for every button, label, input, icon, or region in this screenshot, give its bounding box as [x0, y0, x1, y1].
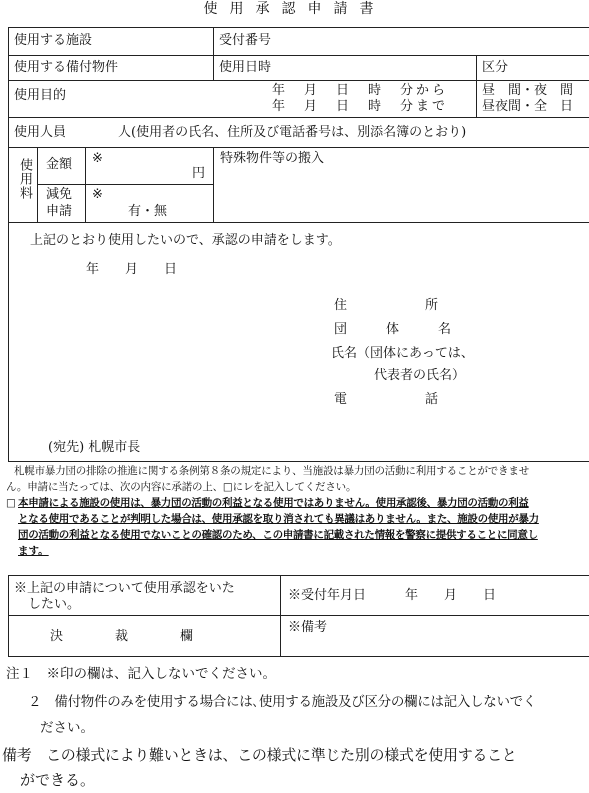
- approval-text-2: したい。: [28, 597, 81, 612]
- remarks-label: ※備考: [288, 620, 328, 635]
- addressee: (宛先) 札幌市長: [48, 440, 141, 455]
- datetime-label: 使用日時: [219, 60, 272, 75]
- reduction-mark: ※: [92, 187, 103, 202]
- application-date: 年 月 日: [86, 262, 178, 277]
- applicant-address: 住 所: [334, 298, 439, 313]
- remark-line-2: ができる。: [20, 771, 96, 789]
- consent-text-2: となる使用であることが判明した場合は、使用承認を取り消されても異議はありません。また、施設の使用が暴力: [18, 513, 539, 525]
- decision-column: 決 裁 欄: [50, 629, 194, 644]
- note-2-line-2: ださい。: [40, 720, 94, 736]
- category-label: 区分: [482, 60, 509, 75]
- fee-amount-label: 金額: [46, 157, 73, 172]
- fee-yen: 円: [192, 166, 206, 181]
- purpose-label: 使用目的: [14, 88, 67, 103]
- fee-mark: ※: [92, 151, 103, 166]
- approval-text-1: ※上記の申請について使用承認をいた: [14, 581, 235, 596]
- equipment-label: 使用する備付物件: [14, 60, 119, 75]
- time-slot-1: 昼 間・夜 間: [482, 83, 574, 98]
- users-note: 人(使用者の氏名、住所及び電話番号は、別添名簿のとおり): [118, 125, 467, 140]
- note-1: 注１ ※印の欄は、記入しないでください。: [6, 666, 276, 682]
- receipt-number-label: 受付番号: [219, 33, 272, 48]
- reduction-yes-no: 有・無: [128, 204, 168, 219]
- fee-label: 使用料: [17, 158, 32, 200]
- date-to: 年 月 日 時 分まで: [272, 99, 449, 114]
- applicant-name-1: 氏名（団体にあっては、: [331, 346, 474, 361]
- facility-label: 使用する施設: [14, 33, 93, 48]
- consent-text-1: 本申請による施設の使用は、暴力団の活動の利益となる使用ではありません。使用承認後、暴力団の活動の利益: [18, 497, 529, 509]
- application-statement: 上記のとおり使用したいので、承認の申請をします。: [30, 233, 341, 248]
- remark-line-1: 備考 この様式により難いときは、この様式に準じた別の様式を使用すること: [2, 746, 517, 764]
- form-title: 使用承認申請書: [203, 1, 386, 17]
- special-items-label: 特殊物件等の搬入: [220, 151, 325, 166]
- time-slot-2: 昼夜間・全 日: [482, 99, 574, 114]
- date-from: 年 月 日 時 分から: [272, 83, 449, 98]
- applicant-group: 団 体 名: [334, 322, 452, 337]
- ordinance-line-1: 札幌市暴力団の排除の推進に関する条例第８条の規定により、当施設は暴力団の活動に利用することができませ: [14, 465, 529, 477]
- applicant-phone: 電 話: [334, 392, 439, 407]
- consent-text-3: 団の活動の利益となる使用でないことの確認のため、この申請書に記載された情報を警察に提供することに同意し: [18, 529, 538, 541]
- reduction-label-1: 減免: [46, 187, 73, 202]
- reduction-label-2: 申請: [46, 204, 73, 219]
- note-2-line-1: ２ 備付物件のみを使用する場合には､使用する施設及び区分の欄には記入しないでく: [28, 694, 537, 710]
- applicant-name-2: 代表者の氏名）: [374, 368, 466, 383]
- users-label: 使用人員: [14, 125, 67, 140]
- consent-text-4: ます。: [18, 545, 49, 557]
- received-date: ※受付年月日 年 月 日: [288, 588, 497, 603]
- ordinance-line-2: ん。申請に当たっては、次の内容に承諾の上、□にレを記入してください。: [6, 481, 357, 493]
- consent-checkbox[interactable]: □: [6, 497, 16, 509]
